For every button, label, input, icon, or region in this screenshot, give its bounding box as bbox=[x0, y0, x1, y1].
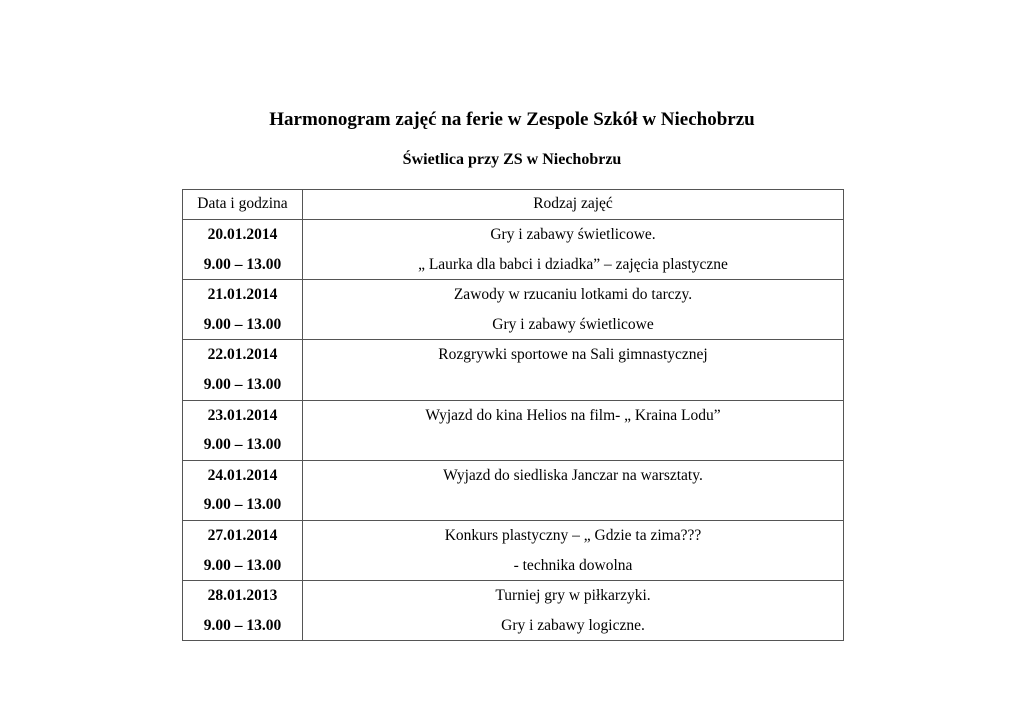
date-text: 28.01.2013 bbox=[207, 587, 278, 605]
time-text: 9.00 – 13.00 bbox=[203, 436, 282, 454]
table-header-row bbox=[183, 190, 844, 220]
date-cell bbox=[183, 340, 303, 400]
activity-line: Rozgrywki sportowe na Sali gimnastycznej bbox=[438, 346, 708, 364]
time-text: 9.00 – 13.00 bbox=[203, 556, 282, 574]
activity-cell bbox=[303, 280, 844, 340]
activity-line: Gry i zabawy świetlicowe bbox=[492, 315, 654, 333]
document-title: Harmonogram zajęć na ferie w Zespole Szkół w Niechobrzu bbox=[269, 109, 755, 130]
time-text: 9.00 – 13.00 bbox=[203, 375, 282, 393]
table-row bbox=[183, 581, 844, 641]
date-text: 27.01.2014 bbox=[207, 526, 278, 544]
table-row bbox=[183, 460, 844, 520]
table-row bbox=[183, 220, 844, 280]
activity-line bbox=[303, 430, 843, 460]
activity-line: Gry i zabawy świetlicowe. bbox=[490, 226, 656, 243]
date-text: 24.01.2014 bbox=[207, 466, 278, 484]
activity-cell bbox=[303, 520, 844, 580]
table-row bbox=[183, 280, 844, 340]
header-cell-date: Data i godzina bbox=[183, 190, 303, 220]
date-text: 22.01.2014 bbox=[207, 346, 278, 364]
time-text: 9.00 – 13.00 bbox=[203, 255, 282, 273]
date-text: 23.01.2014 bbox=[207, 406, 278, 424]
activity-cell bbox=[303, 340, 844, 400]
activity-line: Zawody w rzucaniu lotkami do tarczy. bbox=[453, 286, 693, 304]
activity-line bbox=[303, 370, 843, 400]
activity-line: - technika dowolna bbox=[513, 556, 633, 574]
activity-line: Wyjazd do kina Helios na film- „ Kraina Lodu” bbox=[425, 406, 721, 424]
date-cell bbox=[183, 460, 303, 520]
activity-cell bbox=[303, 400, 844, 460]
activity-line: „ Laurka dla babci i dziadka” – zajęcia plastyczne bbox=[418, 255, 728, 273]
date-cell bbox=[183, 220, 303, 280]
document-subtitle: Świetlica przy ZS w Niechobrzu bbox=[402, 151, 622, 168]
activity-line: Wyjazd do siedliska Janczar na warsztaty. bbox=[443, 466, 703, 484]
activity-cell bbox=[303, 581, 844, 641]
activity-cell bbox=[303, 460, 844, 520]
activity-line: Turniej gry w piłkarzyki. bbox=[495, 587, 651, 605]
activity-line: Konkurs plastyczny – „ Gdzie ta zima??? bbox=[444, 526, 702, 544]
date-cell bbox=[183, 581, 303, 641]
time-text: 9.00 – 13.00 bbox=[203, 315, 282, 333]
schedule-table bbox=[182, 189, 844, 641]
date-cell bbox=[183, 520, 303, 580]
date-cell bbox=[183, 400, 303, 460]
time-text: 9.00 – 13.00 bbox=[203, 616, 282, 634]
table-row bbox=[183, 520, 844, 580]
activity-cell bbox=[303, 220, 844, 280]
table-row bbox=[183, 400, 844, 460]
date-text: 21.01.2014 bbox=[207, 286, 278, 304]
date-cell bbox=[183, 280, 303, 340]
activity-line bbox=[303, 490, 843, 520]
time-text: 9.00 – 13.00 bbox=[203, 496, 282, 514]
header-cell-activity: Rodzaj zajęć bbox=[303, 190, 844, 220]
activity-line: Gry i zabawy logiczne. bbox=[501, 616, 645, 634]
date-text: 20.01.2014 bbox=[207, 226, 278, 243]
table-row bbox=[183, 340, 844, 400]
